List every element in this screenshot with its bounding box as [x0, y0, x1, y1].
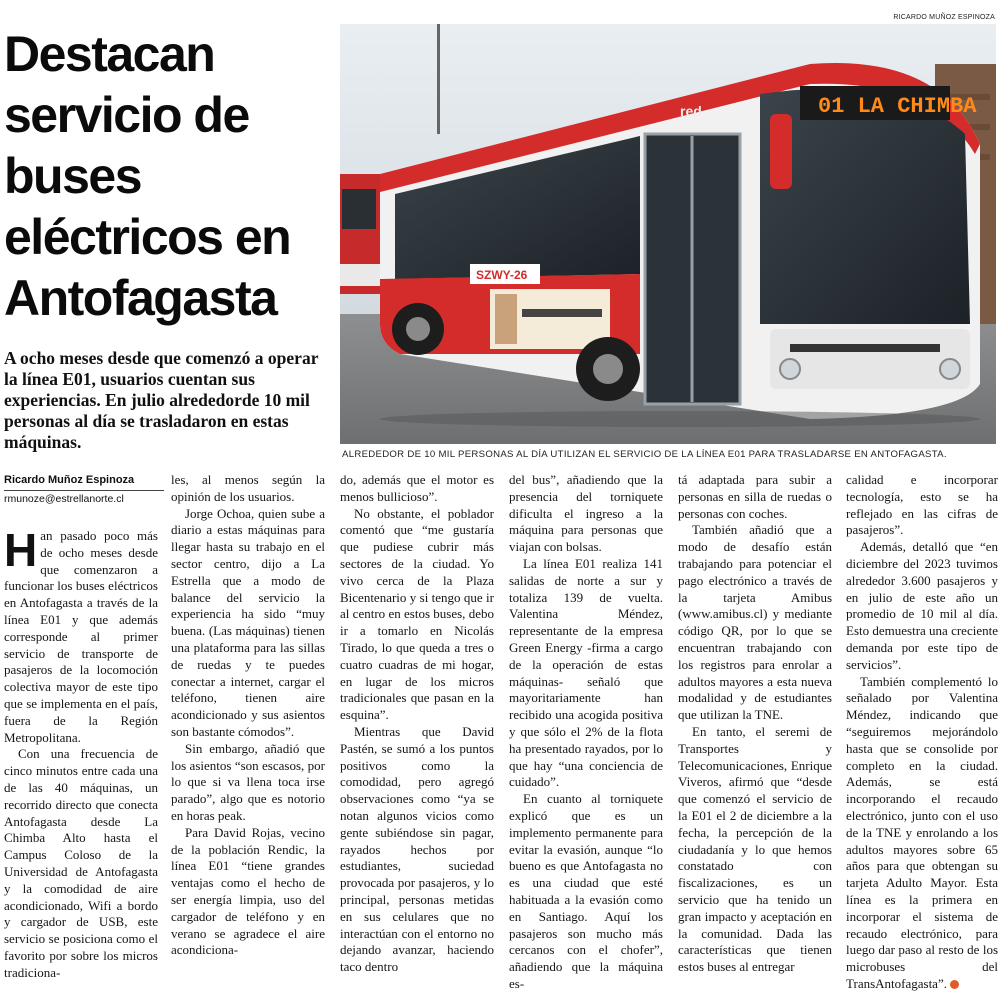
end-mark-icon	[950, 980, 959, 989]
photo-credit: RICARDO MUÑOZ ESPINOZA	[893, 14, 995, 21]
article-paragraph: Han pasado poco más de ocho meses desde que comenzaron a funcionar los buses eléctricos en Antofagasta a través de la línea E01 y que además corresponde al primer servicio de transporte de pasajeros de la locomoción colectiva mayor de este tipo que se implementa en el país, fuera de la Región Metropolitana.	[4, 524, 158, 745]
article-paragraph: Para David Rojas, vecino de la población Rendic, la línea E01 “tiene grandes ventajas como el hecho de ser energía limpia, uso del cargador de teléfono y en verano se agradece el aire acondiciona-	[171, 824, 325, 958]
article-column-4	[509, 472, 663, 993]
article-paragraph: tá adaptada para subir a personas en silla de ruedas o personas con coches.	[678, 472, 832, 521]
electric-bus-illustration	[340, 24, 996, 444]
side-plate-text: SZWY-26	[476, 268, 528, 282]
article-column-3	[340, 472, 494, 976]
article-paragraph: También añadió que a modo de desafío están trabajando para potenciar el pago electrónico a través de la tarjeta Amibus (www.amibus.cl) y mediante código QR, por lo que se encuentran trabajando con los registros para enrolar a adultos mayores a esta nueva modalidad y de estudiantes que utilizan la TNE.	[678, 522, 832, 723]
article-paragraph: En tanto, el seremi de Transportes y Telecomunicaciones, Enrique Viveros, afirmó que “desde que comenzó el servicio de la E01 el 2 de diciembre a la fecha, la percepción de la ciudadanía y lo que hemos constatado con fiscalizaciones, es un servicio que ha tenido un gran impacto y aceptación en la comunidad. Dada las características que tienen estos buses al entregar	[678, 723, 832, 975]
article-paragraph: Mientras que David Pastén, se sumó a los puntos positivos como la comodidad, pero agregó observaciones como “ya se notan algunos vicios como gente subiéndose sin pagar, rayados hechos por estudiantes, suciedad provocada por pasajeros, y lo principal, personas metidas en sus celulares que no interactúan con el entorno no dejando avanzar, haciendo taco dentro	[340, 723, 494, 975]
brand-text: red	[680, 103, 702, 119]
article-paragraph: calidad e incorporar tecnología, esto se ha reflejado en las cifras de pasajeros”.	[846, 472, 998, 538]
article-paragraph: La línea E01 realiza 141 salidas de norte a sur y totaliza 139 de vuelta. Valentina Méndez, representante de la empresa Green Energy -firma a cargo de la operación de estas máquinas- señaló que mayoritariamente han recibido una acogida positiva y que sólo el 2% de la flota ha presentado rayados, por lo que hay “una conciencia de cuidado”.	[509, 555, 663, 790]
byline-name: Ricardo Muñoz Espinoza	[4, 474, 135, 486]
article-paragraph: Con una frecuencia de cinco minutos entre cada una de las 40 máquinas, un recorrido directo que conecta Antofagasta desde La Chimba Alto hasta el Campus Coloso de la Universidad de Antofagasta y la comodidad de aire acondicionado, Wifi a bordo y cargador de USB, este servicio se posiciona como el favorito por sobre los micros tradiciona-	[4, 746, 158, 980]
article-paragraph: Sin embargo, añadió que los asientos “son escasos, por lo que si va llena toca irse parado”, algo que es notorio en horas peak.	[171, 740, 325, 823]
route-sign-text: 01 LA CHIMBA	[818, 94, 977, 119]
article-paragraph: En cuanto al torniquete explicó que es un implemento permanente para evitar la evasión, aunque “lo bueno es que Antofagasta no es una ciudad que esté habituada a la evasión como en Santiago. Aquí los pasajeros son mucho más cercanos con el chofer”, añadiendo que la máquina es-	[509, 791, 663, 991]
bus-photo	[340, 24, 996, 444]
article-paragraph: También complementó lo señalado por Valentina Méndez, indicando que “seguiremos mejorándolo hasta que se consolide por completo en la ciudad. Además, se está incorporando el recaudo electrónico, junto con el uso de la TNE y enrolando a los adultos mayores sobre 65 años para que obtengan su tarjeta Adulto Mayor. Esta línea es la primera en incorporar el sistema de recaudo electrónico, para luego dar paso al resto de los microbuses del TransAntofagasta”.	[846, 673, 998, 991]
photo-caption: ALREDEDOR DE 10 MIL PERSONAS AL DÍA UTILIZAN EL SERVICIO DE LA LÍNEA E01 PARA TRASLADARSE EN ANTOFAGASTA.	[342, 449, 947, 460]
byline-email: rmunoze@estrellanorte.cl	[4, 493, 124, 505]
article-paragraph: del bus”, añadiendo que la presencia del torniquete dificulta el ingreso a la máquina para personas que viajan con bolsas.	[509, 472, 663, 555]
byline	[4, 474, 164, 505]
article-column-5	[678, 472, 832, 976]
article-paragraph: les, al menos según la opinión de los usuarios.	[171, 472, 325, 504]
article-paragraph: Jorge Ochoa, quien sube a diario a estas máquinas para llegar hasta su trabajo en el sector centro, dijo a La Estrella que a modo de balance del servicio la experiencia ha sido “muy buena. (Las máquinas) tienen una plataforma para las sillas de ruedas y te puedes conectar a internet, cargar el teléfono, tienen aire acondicionado y sus asientos son bastante cómodos”.	[171, 505, 325, 739]
headline: Destacan servicio de buses eléctricos en Antofagasta	[4, 26, 291, 326]
article-paragraph: do, además que el motor es menos bullicioso”.	[340, 472, 494, 504]
article-column-1	[4, 524, 158, 982]
byline-divider	[4, 490, 164, 491]
article-paragraph: Además, detalló que “en diciembre del 2023 tuvimos alrededor 3.600 pasajeros y en julio de este año un promedio de 10 mil al día. Esto demuestra una creciente demanda por este tipo de servicios”.	[846, 539, 998, 672]
drop-cap: H	[4, 524, 38, 576]
article-column-6	[846, 472, 998, 993]
article-paragraph: No obstante, el poblador comentó que “me gustaría que pudiese cubrir más sectores de la ciudad. Yo vivo cerca de la Plaza Bicentenario y si tengo que ir al centro en estos buses, debo ir a tomarlo en Nicolás Tirado, lo que queda a tres o cuatro cuadras de mi hogar, en lugar de los micros tradicionales que pasan en la esquina”.	[340, 505, 494, 723]
article-column-2	[171, 472, 325, 959]
deck: A ocho meses desde que comenzó a operar la línea E01, usuarios cuentan sus experiencias. En julio alrededorde 10 mil personas al día se trasladaron en estas máquinas.	[4, 348, 319, 452]
